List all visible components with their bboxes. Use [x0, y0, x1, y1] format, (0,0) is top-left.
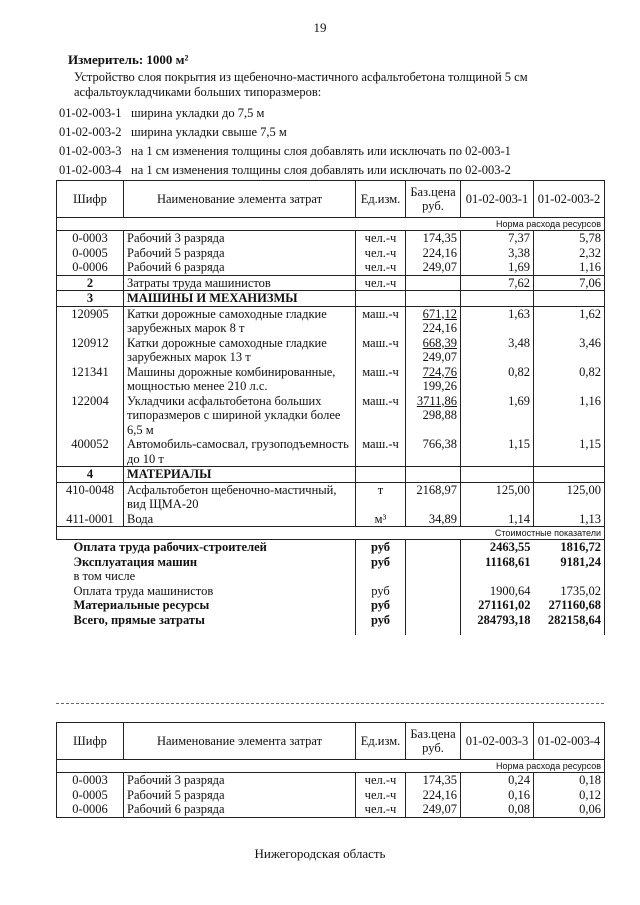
price-main: 668,39 [422, 335, 457, 350]
row-v2: 3,46 [534, 336, 605, 365]
norm-label: Норма расхода ресурсов [57, 760, 605, 773]
row-price: 34,89 [406, 512, 461, 527]
row-v1: 125,00 [461, 482, 534, 512]
summary-v1: 1900,64 [461, 584, 534, 599]
summary-label: Эксплуатация машин [73, 554, 198, 569]
code-id: 01-02-003-4 [59, 163, 122, 177]
row-code: 400052 [57, 437, 124, 467]
summary-v1: 11168,61 [461, 555, 534, 570]
summary-v2: 1735,02 [534, 584, 605, 599]
header-price: Баз.цена руб. [406, 723, 461, 760]
row-name: Рабочий 6 разряда [124, 260, 356, 275]
header-col1: 01-02-003-1 [461, 181, 534, 218]
section-name: МАШИНЫ И МЕХАНИЗМЫ [124, 291, 356, 307]
row-v1: 1,63 [461, 306, 534, 336]
row-unit: чел.-ч [356, 802, 406, 817]
resources-table-1 [56, 180, 605, 635]
cost-label: Стоимостные показатели [57, 527, 605, 540]
row-price: 174,35 [406, 231, 461, 246]
section-name: МАТЕРИАЛЫ [124, 467, 356, 483]
table-row [57, 802, 605, 817]
code-id: 01-02-003-2 [59, 125, 122, 139]
section-code: 3 [57, 291, 124, 307]
summary-row [57, 613, 605, 636]
section-code: 4 [57, 467, 124, 483]
norm-label: Норма расхода ресурсов [57, 218, 605, 231]
row-price [406, 336, 461, 365]
row-name: Укладчики асфальтобетона больших типоразмеров с шириной укладки более 6,5 м [124, 394, 356, 438]
row-price: 224,16 [406, 246, 461, 261]
table-row [57, 773, 605, 788]
row-unit: маш.-ч [356, 437, 406, 467]
resources-table-2 [56, 722, 605, 818]
header-col2: 01-02-003-4 [534, 723, 605, 760]
section-unit: чел.-ч [356, 275, 406, 291]
header-code: Шифр [57, 723, 124, 760]
summary-row [57, 598, 605, 613]
row-v2: 2,32 [534, 246, 605, 261]
code-id: 01-02-003-1 [59, 106, 122, 120]
price-main: 724,76 [422, 364, 457, 379]
row-unit: маш.-ч [356, 365, 406, 394]
row-v2: 0,12 [534, 788, 605, 803]
summary-label: Всего, прямые затраты [73, 612, 205, 627]
row-v1: 0,24 [461, 773, 534, 788]
row-code: 0-0006 [57, 260, 124, 275]
header-unit: Ед.изм. [356, 723, 406, 760]
row-unit: маш.-ч [356, 394, 406, 438]
price-main: 671,12 [422, 306, 457, 321]
code-item [59, 142, 511, 161]
row-v2: 1,13 [534, 512, 605, 527]
section-code: 2 [57, 275, 124, 291]
row-v1: 1,69 [461, 394, 534, 438]
table-row [57, 336, 605, 365]
row-name: Машины дорожные комбинированные, мощностью менее 210 л.с. [124, 365, 356, 394]
row-v1: 0,16 [461, 788, 534, 803]
row-name: Катки дорожные самоходные гладкие зарубежных марок 8 т [124, 306, 356, 336]
summary-row [57, 540, 605, 555]
summary-unit: руб [356, 540, 406, 555]
summary-row [57, 569, 605, 584]
row-code: 0-0006 [57, 802, 124, 817]
row-unit: маш.-ч [356, 336, 406, 365]
row-v2: 0,18 [534, 773, 605, 788]
divider [56, 703, 604, 704]
row-v2: 0,06 [534, 802, 605, 817]
code-item [59, 123, 511, 142]
table-row [57, 394, 605, 438]
header-name: Наименование элемента затрат [124, 181, 356, 218]
row-v2: 0,82 [534, 365, 605, 394]
row-v2: 1,62 [534, 306, 605, 336]
row-name: Асфальтобетон щебеночно-мастичный, вид ЩМА-20 [124, 482, 356, 512]
row-name: Рабочий 3 разряда [124, 773, 356, 788]
table-row [57, 231, 605, 246]
row-name: Рабочий 6 разряда [124, 802, 356, 817]
row-v1: 3,38 [461, 246, 534, 261]
row-v1: 3,48 [461, 336, 534, 365]
header-name: Наименование элемента затрат [124, 723, 356, 760]
table-row [57, 365, 605, 394]
header-price: Баз.цена руб. [406, 181, 461, 218]
summary-v2: 1816,72 [534, 540, 605, 555]
summary-v1: 271161,02 [461, 598, 534, 613]
row-v2: 1,15 [534, 437, 605, 467]
table-row [57, 437, 605, 467]
summary-row [57, 555, 605, 570]
row-price: 174,35 [406, 773, 461, 788]
summary-v2: 271160,68 [534, 598, 605, 613]
code-desc: на 1 см изменения толщины слоя добавлять или исключать по 02-003-1 [131, 144, 511, 158]
section-v2: 7,06 [534, 275, 605, 291]
header-unit: Ед.изм. [356, 181, 406, 218]
row-v1: 7,37 [461, 231, 534, 246]
price-wage: 224,16 [422, 321, 457, 335]
row-price [406, 365, 461, 394]
row-name: Автомобиль-самосвал, грузоподъемность до 10 т [124, 437, 356, 467]
row-code: 122004 [57, 394, 124, 438]
row-name: Катки дорожные самоходные гладкие зарубежных марок 13 т [124, 336, 356, 365]
summary-label: в том числе [73, 569, 136, 583]
price-wage: 199,26 [422, 379, 457, 393]
price-main: 3711,86 [416, 393, 457, 408]
header-code: Шифр [57, 181, 124, 218]
row-price [406, 394, 461, 438]
table-row [57, 788, 605, 803]
price-wage: 249,07 [422, 350, 457, 364]
table-header [57, 181, 605, 218]
row-code: 121341 [57, 365, 124, 394]
row-v1: 1,69 [461, 260, 534, 275]
row-code: 0-0005 [57, 788, 124, 803]
code-desc: на 1 см изменения толщины слоя добавлять или исключать по 02-003-2 [131, 163, 511, 177]
summary-v1: 284793,18 [461, 613, 534, 636]
row-name: Рабочий 5 разряда [124, 788, 356, 803]
row-unit: маш.-ч [356, 306, 406, 336]
row-code: 410-0048 [57, 482, 124, 512]
table-row [57, 512, 605, 527]
row-v2: 5,78 [534, 231, 605, 246]
row-code: 0-0003 [57, 773, 124, 788]
table-row [57, 306, 605, 336]
row-name: Рабочий 3 разряда [124, 231, 356, 246]
summary-unit: руб [356, 555, 406, 570]
summary-v1: 2463,55 [461, 540, 534, 555]
code-item [59, 161, 511, 180]
row-unit: чел.-ч [356, 773, 406, 788]
row-price [406, 306, 461, 336]
section-row [57, 275, 605, 291]
summary-label: Оплата труда машинистов [73, 583, 214, 598]
row-price: 249,07 [406, 260, 461, 275]
row-v1: 1,15 [461, 437, 534, 467]
row-v2: 1,16 [534, 260, 605, 275]
row-code: 120912 [57, 336, 124, 365]
row-unit: м³ [356, 512, 406, 527]
code-desc: ширина укладки до 7,5 м [131, 106, 265, 120]
row-price: 766,38 [406, 437, 461, 467]
summary-label: Материальные ресурсы [73, 598, 210, 612]
row-price: 224,16 [406, 788, 461, 803]
meter-heading: Измеритель: 1000 м² [68, 52, 189, 67]
code-desc: ширина укладки свыше 7,5 м [131, 125, 287, 139]
summary-unit: руб [356, 613, 406, 636]
table-header [57, 723, 605, 760]
summary-row [57, 584, 605, 599]
row-code: 0-0003 [57, 231, 124, 246]
row-code: 120905 [57, 306, 124, 336]
row-unit: чел.-ч [356, 260, 406, 275]
row-price: 249,07 [406, 802, 461, 817]
row-unit: чел.-ч [356, 246, 406, 261]
summary-label: Оплата труда рабочих-строителей [73, 540, 267, 554]
section-row [57, 291, 605, 307]
section-name: Затраты труда машинистов [124, 275, 356, 291]
summary-unit: руб [356, 598, 406, 613]
code-list [59, 104, 511, 180]
row-v2: 1,16 [534, 394, 605, 438]
table-row [57, 246, 605, 261]
price-wage: 298,88 [422, 408, 457, 422]
row-v2: 125,00 [534, 482, 605, 512]
row-unit: чел.-ч [356, 788, 406, 803]
row-v1: 0,82 [461, 365, 534, 394]
row-code: 411-0001 [57, 512, 124, 527]
section-row [57, 467, 605, 483]
section-v1: 7,62 [461, 275, 534, 291]
code-item [59, 104, 511, 123]
summary-unit: руб [356, 584, 406, 599]
table-row [57, 260, 605, 275]
table-row [57, 482, 605, 512]
header-col1: 01-02-003-3 [461, 723, 534, 760]
row-price: 2168,97 [406, 482, 461, 512]
page-number: 19 [313, 20, 327, 35]
intro-text: Устройство слоя покрытия из щебеночно-мастичного асфальтобетона толщиной 5 см асфальтоукладчиками больших типоразмеров: [74, 70, 528, 99]
code-id: 01-02-003-3 [59, 144, 122, 158]
row-name: Вода [124, 512, 356, 527]
row-v1: 0,08 [461, 802, 534, 817]
row-unit: чел.-ч [356, 231, 406, 246]
row-code: 0-0005 [57, 246, 124, 261]
summary-v2: 282158,64 [534, 613, 605, 636]
row-unit: т [356, 482, 406, 512]
summary-v2: 9181,24 [534, 555, 605, 570]
header-col2: 01-02-003-2 [534, 181, 605, 218]
row-v1: 1,14 [461, 512, 534, 527]
row-name: Рабочий 5 разряда [124, 246, 356, 261]
footer-region: Нижегородская область [254, 846, 386, 861]
